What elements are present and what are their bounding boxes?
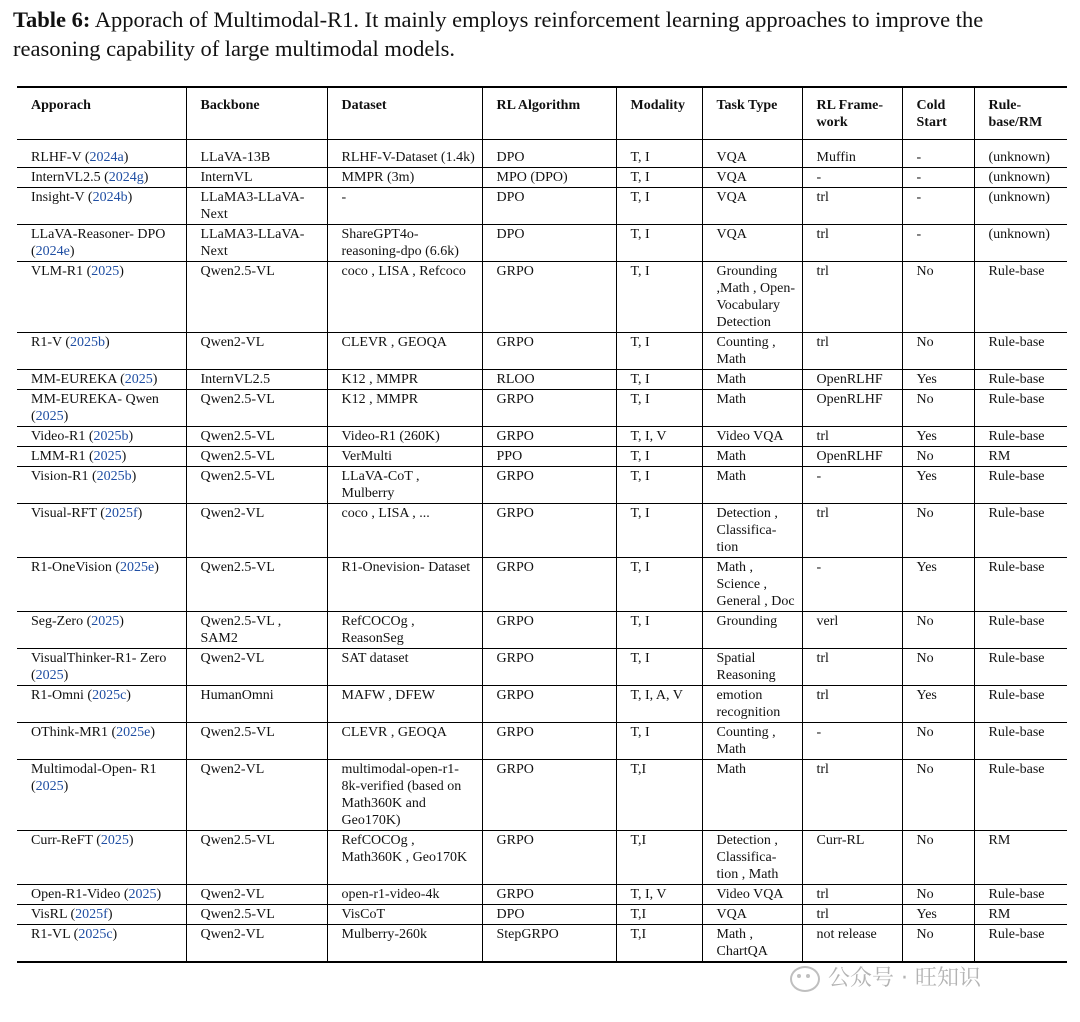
column-header: Cold Start <box>902 87 974 140</box>
table-cell: Math <box>702 447 802 467</box>
table-cell: - <box>902 225 974 262</box>
citation-link[interactable]: 2025 <box>91 264 120 279</box>
table-cell: T, I <box>616 262 702 333</box>
approach-name: Open-R1-Video <box>31 887 121 902</box>
table-cell: ShareGPT4o- reasoning-dpo (6.6k) <box>327 225 482 262</box>
table-cell: PPO <box>482 447 616 467</box>
caption-text: Apporach of Multimodal-R1. It mainly employs reinforcement learning approaches to improve the reasoning capability of large multimodal models. <box>13 7 984 61</box>
table-cell: trl <box>802 225 902 262</box>
table-cell: RM <box>974 447 1067 467</box>
table-cell: VerMulti <box>327 447 482 467</box>
table-cell: Yes <box>902 558 974 612</box>
table-cell: Rule-base <box>974 885 1067 905</box>
table-cell: Rule-base <box>974 370 1067 390</box>
table-cell: GRPO <box>482 467 616 504</box>
table-cell: T, I <box>616 390 702 427</box>
table-header <box>17 87 1067 140</box>
table-cell: Qwen2.5-VL <box>186 831 327 885</box>
table-cell: (unknown) <box>974 168 1067 188</box>
table-cell: T,I <box>616 925 702 963</box>
citation-link[interactable]: 2025 <box>35 409 64 424</box>
approach-name: LLaVA-Reasoner- DPO <box>31 227 166 242</box>
column-header: Backbone <box>186 87 327 140</box>
table-cell: Rule-base <box>974 467 1067 504</box>
table-cell: T, I <box>616 447 702 467</box>
table-row <box>17 686 1067 723</box>
table-cell: (unknown) <box>974 225 1067 262</box>
table-cell: No <box>902 831 974 885</box>
approach-cell: VisRL (2025f) <box>17 905 186 925</box>
table-cell: No <box>902 390 974 427</box>
table-cell: Rule-base <box>974 558 1067 612</box>
table-cell: Qwen2-VL <box>186 925 327 963</box>
table-cell: VQA <box>702 140 802 168</box>
approach-name: Seg-Zero <box>31 614 84 629</box>
table-cell: Grounding ,Math , Open- Vocabulary Detection <box>702 262 802 333</box>
table-cell: Rule-base <box>974 333 1067 370</box>
citation-link[interactable]: 2025 <box>124 372 153 387</box>
table-cell: Yes <box>902 370 974 390</box>
table-cell: trl <box>802 760 902 831</box>
citation-link[interactable]: 2024e <box>35 244 70 259</box>
table-cell: trl <box>802 649 902 686</box>
citation-link[interactable]: 2025 <box>91 614 120 629</box>
approach-name: MM-EUREKA <box>31 372 117 387</box>
table-cell: Video-R1 (260K) <box>327 427 482 447</box>
table-cell: open-r1-video-4k <box>327 885 482 905</box>
table-row <box>17 905 1067 925</box>
table-cell: coco , LISA , ... <box>327 504 482 558</box>
table-cell: Qwen2.5-VL <box>186 262 327 333</box>
approach-name: Video-R1 <box>31 429 86 444</box>
table-cell: R1-Onevision- Dataset <box>327 558 482 612</box>
table-row <box>17 262 1067 333</box>
table-row <box>17 467 1067 504</box>
table-cell: Yes <box>902 427 974 447</box>
table-cell: GRPO <box>482 262 616 333</box>
approach-name: Visual-RFT <box>31 506 97 521</box>
approach-cell: VisualThinker-R1- Zero (2025) <box>17 649 186 686</box>
approach-cell: InternVL2.5 (2024g) <box>17 168 186 188</box>
table-cell: trl <box>802 262 902 333</box>
table-cell: Detection , Classifica- tion <box>702 504 802 558</box>
citation-link[interactable]: 2025e <box>120 560 155 575</box>
table-cell: Math <box>702 760 802 831</box>
table-cell: GRPO <box>482 427 616 447</box>
citation-link[interactable]: 2025 <box>93 449 122 464</box>
approach-cell: Curr-ReFT (2025) <box>17 831 186 885</box>
column-header: RL Frame- work <box>802 87 902 140</box>
table-cell: CLEVR , GEOQA <box>327 723 482 760</box>
table-cell: VQA <box>702 188 802 225</box>
table-cell: - <box>802 723 902 760</box>
table-cell: HumanOmni <box>186 686 327 723</box>
table-cell: VisCoT <box>327 905 482 925</box>
approach-cell: R1-Omni (2025c) <box>17 686 186 723</box>
table-cell: Yes <box>902 905 974 925</box>
table-cell: VQA <box>702 905 802 925</box>
table-cell: T, I <box>616 140 702 168</box>
table-cell: T, I <box>616 370 702 390</box>
table-row <box>17 370 1067 390</box>
table-cell: (unknown) <box>974 140 1067 168</box>
table-cell: VQA <box>702 225 802 262</box>
table-cell: Qwen2.5-VL <box>186 905 327 925</box>
table-cell: trl <box>802 905 902 925</box>
table-cell: T, I <box>616 723 702 760</box>
table-row <box>17 168 1067 188</box>
table-cell: T, I, A, V <box>616 686 702 723</box>
table-cell: RM <box>974 831 1067 885</box>
table-cell: GRPO <box>482 649 616 686</box>
table-cell: Math , Science , General , Doc <box>702 558 802 612</box>
table-cell: RLOO <box>482 370 616 390</box>
approach-name: LMM-R1 <box>31 449 86 464</box>
table-cell: Yes <box>902 686 974 723</box>
approach-cell: Multimodal-Open- R1 (2025) <box>17 760 186 831</box>
table-cell: trl <box>802 504 902 558</box>
approach-name: Vision-R1 <box>31 469 89 484</box>
table-cell: DPO <box>482 225 616 262</box>
table-row <box>17 447 1067 467</box>
table-cell: T, I <box>616 649 702 686</box>
table-cell: verl <box>802 612 902 649</box>
table-cell: trl <box>802 885 902 905</box>
table-cell: Qwen2.5-VL <box>186 558 327 612</box>
approach-cell: LMM-R1 (2025) <box>17 447 186 467</box>
table-cell: No <box>902 262 974 333</box>
citation-link[interactable]: 2025 <box>35 668 64 683</box>
citation-link[interactable]: 2025 <box>128 887 157 902</box>
table-cell: OpenRLHF <box>802 447 902 467</box>
approach-cell: Insight-V (2024b) <box>17 188 186 225</box>
approach-cell: R1-V (2025b) <box>17 333 186 370</box>
caption-label: Table 6: <box>13 7 91 32</box>
table-cell: T, I <box>616 168 702 188</box>
approach-cell: R1-OneVision (2025e) <box>17 558 186 612</box>
table-cell: trl <box>802 686 902 723</box>
table-cell: K12 , MMPR <box>327 370 482 390</box>
table-cell: Rule-base <box>974 612 1067 649</box>
approach-cell: R1-VL (2025c) <box>31 927 118 942</box>
table-cell: GRPO <box>482 723 616 760</box>
table-cell: OpenRLHF <box>802 390 902 427</box>
table-cell: Qwen2.5-VL <box>186 390 327 427</box>
table-cell: InternVL <box>186 168 327 188</box>
table-row <box>17 333 1067 370</box>
table-cell: T, I <box>616 612 702 649</box>
table-cell: GRPO <box>482 612 616 649</box>
table-cell: Qwen2.5-VL , SAM2 <box>186 612 327 649</box>
table-cell: CLEVR , GEOQA <box>327 333 482 370</box>
approach-cell: Open-R1-Video (2025) <box>17 885 186 905</box>
table-cell: RefCOCOg , ReasonSeg <box>327 612 482 649</box>
table-cell: GRPO <box>482 831 616 885</box>
column-header: Dataset <box>327 87 482 140</box>
table-cell: Rule-base <box>974 649 1067 686</box>
approach-name: R1-VL <box>31 927 71 942</box>
citation-link[interactable]: 2024g <box>108 170 144 185</box>
table-row <box>17 649 1067 686</box>
table-cell: OpenRLHF <box>802 370 902 390</box>
table-cell: - <box>902 188 974 225</box>
approach-name: Insight-V <box>31 190 85 205</box>
approach-cell: MM-EUREKA- Qwen (2025) <box>17 390 186 427</box>
table-container <box>17 86 1067 963</box>
table-cell: - <box>902 168 974 188</box>
table-cell: T, I <box>616 504 702 558</box>
approach-cell: MM-EUREKA (2025) <box>17 370 186 390</box>
table-cell: T, I <box>616 467 702 504</box>
approach-cell: OThink-MR1 (2025e) <box>17 723 186 760</box>
table-cell: T,I <box>616 905 702 925</box>
table-cell: RefCOCOg , Math360K , Geo170K <box>327 831 482 885</box>
table-body <box>17 140 1067 963</box>
column-header: Task Type <box>702 87 802 140</box>
table-cell: GRPO <box>482 390 616 427</box>
table-cell: Rule-base <box>974 390 1067 427</box>
table-row <box>17 427 1067 447</box>
table-cell: multimodal-open-r1- 8k-verified (based on Math360K and Geo170K) <box>327 760 482 831</box>
table-cell: trl <box>802 188 902 225</box>
table-row <box>17 612 1067 649</box>
citation-link[interactable]: 2025f <box>75 907 108 922</box>
citation-link[interactable]: 2025c <box>92 688 127 703</box>
table-row <box>17 831 1067 885</box>
citation-link[interactable]: 2024a <box>89 150 124 165</box>
table-row <box>17 723 1067 760</box>
table-cell: Mulberry-260k <box>327 925 482 963</box>
table-cell: Counting , Math <box>702 723 802 760</box>
table-cell: Detection , Classifica- tion , Math <box>702 831 802 885</box>
table-cell: Rule-base <box>974 723 1067 760</box>
table-cell: Yes <box>902 467 974 504</box>
table-row <box>17 140 1067 168</box>
table-cell: GRPO <box>482 885 616 905</box>
table-cell: T, I, V <box>616 885 702 905</box>
table-cell: Math <box>702 390 802 427</box>
watermark <box>790 962 1060 996</box>
table-row <box>17 225 1067 262</box>
table-row <box>17 885 1067 905</box>
column-header: Apporach <box>17 87 186 140</box>
table-cell: No <box>902 333 974 370</box>
table-cell: VQA <box>702 168 802 188</box>
table-cell: Qwen2.5-VL <box>186 447 327 467</box>
table-cell: coco , LISA , Refcoco <box>327 262 482 333</box>
column-header: Modality <box>616 87 702 140</box>
approach-name: R1-OneVision <box>31 560 112 575</box>
table-cell: K12 , MMPR <box>327 390 482 427</box>
table-cell: T, I <box>616 333 702 370</box>
table-row <box>17 504 1067 558</box>
table-cell: - <box>802 168 902 188</box>
table-cell: No <box>902 504 974 558</box>
table-cell: trl <box>802 333 902 370</box>
table-cell: T, I, V <box>616 427 702 447</box>
table-cell: GRPO <box>482 333 616 370</box>
table-cell: DPO <box>482 905 616 925</box>
table-cell: RLHF-V-Dataset (1.4k) <box>327 140 482 168</box>
approach-cell: Vision-R1 (2025b) <box>17 467 186 504</box>
table-row <box>17 390 1067 427</box>
table-cell: No <box>902 649 974 686</box>
approach-name: Multimodal-Open- R1 <box>31 762 157 777</box>
table-cell: trl <box>802 427 902 447</box>
watermark-text: 公众号 · 旺知识 <box>828 966 981 991</box>
citation-link[interactable]: 2025e <box>116 725 151 740</box>
table-cell: T, I <box>616 188 702 225</box>
table-cell: MPO (DPO) <box>482 168 616 188</box>
table-cell: Rule-base <box>974 686 1067 723</box>
table-cell: - <box>802 467 902 504</box>
table-cell: Math , ChartQA <box>702 925 802 963</box>
table-cell: Video VQA <box>702 885 802 905</box>
table-cell: - <box>802 558 902 612</box>
citation-link[interactable]: 2025 <box>35 779 64 794</box>
table-cell: LLaMA3-LLaVA- Next <box>186 188 327 225</box>
table-cell: Qwen2.5-VL <box>186 427 327 447</box>
table-row <box>17 925 1067 963</box>
table-cell: Qwen2-VL <box>186 885 327 905</box>
table-cell: Rule-base <box>974 504 1067 558</box>
table-cell: Rule-base <box>974 427 1067 447</box>
table-cell: No <box>902 885 974 905</box>
table-cell: Spatial Reasoning <box>702 649 802 686</box>
table-cell: LLaVA-13B <box>186 140 327 168</box>
table-cell: SAT dataset <box>327 649 482 686</box>
table-cell: (unknown) <box>974 188 1067 225</box>
table-cell: Counting , Math <box>702 333 802 370</box>
table-cell: No <box>902 612 974 649</box>
table-cell: Muffin <box>802 140 902 168</box>
table-cell: LLaMA3-LLaVA- Next <box>186 225 327 262</box>
approach-cell: Video-R1 (2025b) <box>17 427 186 447</box>
table-cell: T, I <box>616 225 702 262</box>
table-cell: Qwen2.5-VL <box>186 467 327 504</box>
table-cell: Qwen2-VL <box>186 649 327 686</box>
approach-name: R1-Omni <box>31 688 84 703</box>
table-cell: No <box>902 447 974 467</box>
table-cell: No <box>902 925 974 963</box>
table-cell: StepGRPO <box>482 925 616 963</box>
table-cell: - <box>902 140 974 168</box>
approach-name: Curr-ReFT <box>31 833 93 848</box>
table-cell: DPO <box>482 140 616 168</box>
approach-cell: Seg-Zero (2025) <box>17 612 186 649</box>
table-caption <box>13 5 1075 63</box>
table-cell: T,I <box>616 760 702 831</box>
table-cell: Math <box>702 370 802 390</box>
table-cell: GRPO <box>482 686 616 723</box>
approach-cell: LLaVA-Reasoner- DPO (2024e) <box>17 225 186 262</box>
approach-name: RLHF-V <box>31 150 82 165</box>
table-cell: Qwen2-VL <box>186 504 327 558</box>
approach-table <box>17 86 1067 963</box>
table-cell: MAFW , DFEW <box>327 686 482 723</box>
citation-link[interactable]: 2025b <box>93 429 129 444</box>
table-cell: InternVL2.5 <box>186 370 327 390</box>
table-cell: Rule-base <box>974 262 1067 333</box>
table-row <box>17 558 1067 612</box>
table-cell: DPO <box>482 188 616 225</box>
column-header: RL Algorithm <box>482 87 616 140</box>
approach-cell: RLHF-V (2024a) <box>17 140 186 168</box>
approach-name: OThink-MR1 <box>31 725 108 740</box>
table-cell: T,I <box>616 831 702 885</box>
table-cell: Qwen2-VL <box>186 760 327 831</box>
approach-name: VisRL <box>31 907 67 922</box>
approach-name: R1-V <box>31 335 62 350</box>
table-cell: emotion recognition <box>702 686 802 723</box>
table-cell: Qwen2.5-VL <box>186 723 327 760</box>
table-cell: GRPO <box>482 558 616 612</box>
citation-link[interactable]: 2025b <box>96 469 132 484</box>
approach-name: VLM-R1 <box>31 264 84 279</box>
column-header: Rule- base/RM <box>974 87 1067 140</box>
table-cell: Video VQA <box>702 427 802 447</box>
approach-name: MM-EUREKA- Qwen <box>31 392 159 407</box>
citation-link[interactable]: 2025 <box>100 833 129 848</box>
table-cell: MMPR (3m) <box>327 168 482 188</box>
table-row <box>17 760 1067 831</box>
table-cell: - <box>327 188 482 225</box>
table-cell: GRPO <box>482 504 616 558</box>
table-cell: GRPO <box>482 760 616 831</box>
table-row <box>17 188 1067 225</box>
approach-name: InternVL2.5 <box>31 170 101 185</box>
table-cell: Rule-base <box>974 760 1067 831</box>
table-cell: Qwen2-VL <box>186 333 327 370</box>
approach-name: VisualThinker-R1- Zero <box>31 651 167 666</box>
approach-cell: Visual-RFT (2025f) <box>17 504 186 558</box>
citation-link[interactable]: 2025f <box>104 506 138 521</box>
wechat-logo-icon <box>790 966 820 992</box>
header-row <box>17 87 1067 140</box>
table-cell: No <box>902 723 974 760</box>
citation-link[interactable]: 2025c <box>78 927 113 942</box>
table-cell: RM <box>974 905 1067 925</box>
citation-link[interactable]: 2024b <box>92 190 128 205</box>
table-cell: LLaVA-CoT , Mulberry <box>327 467 482 504</box>
table-cell: No <box>902 760 974 831</box>
table-cell: Grounding <box>702 612 802 649</box>
table-cell: Rule-base <box>974 925 1067 963</box>
table-cell: Math <box>702 467 802 504</box>
table-cell: Curr-RL <box>802 831 902 885</box>
citation-link[interactable]: 2025b <box>70 335 106 350</box>
table-cell: T, I <box>616 558 702 612</box>
table-cell: not release <box>802 925 902 963</box>
approach-cell: VLM-R1 (2025) <box>17 262 186 333</box>
